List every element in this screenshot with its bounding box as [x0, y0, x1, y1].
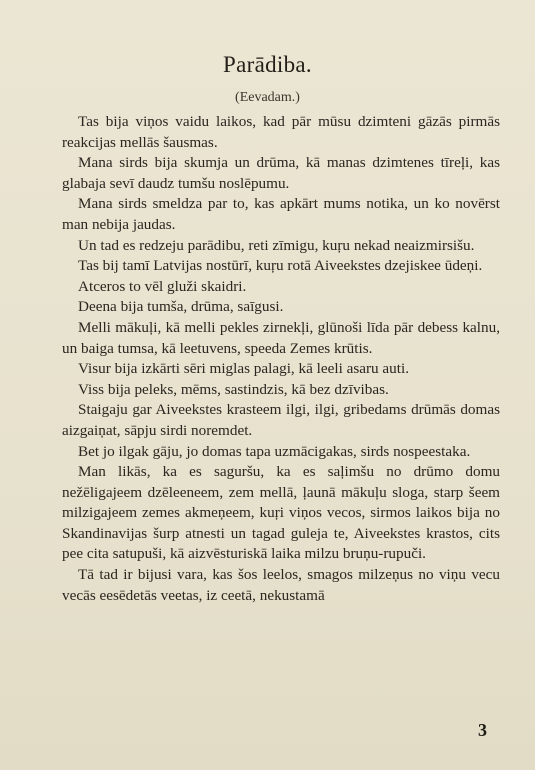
paragraph: Deena bija tumša, drūma, saīgusi.: [78, 298, 284, 316]
paragraph: Man likās, ka es saguršu, ka es saļimšu no drūmo domu nežēligajeem dzēleeneem, zem mellā, ļaunā mākuļu sloga, starp šeem milzigajeem zemes akmeņeem, kuŗi viņos vecos, sirmos laikos bija no Skandinavijas šurp atnesti un tagad guleja te, Aiveekstes krastos, cits pee cita satupuši, kā aizvēsturiskā laika milzu bruņu-rupuči.: [62, 463, 500, 563]
paragraph: Melli mākuļi, kā melli pekles zirnekļi, glūnoši līda pār debess kalnu, un baiga tumsa, kā leetuvens, speeda Zemes krūtis.: [62, 318, 500, 357]
paragraph: Tas bij tamī Latvijas nostūrī, kuŗu rotā Aiveekstes dzejiskee ūdeņi.: [78, 257, 483, 275]
paragraph: Visur bija izkārti sēri miglas palagi, kā leeli asaru auti.: [78, 360, 409, 378]
paragraph: Staigaju gar Aiveekstes krasteem ilgi, ilgi, gribedams drūmās domas aizgaiņat, sāpju sirdi noremdet.: [62, 401, 500, 439]
chapter-title: Parādiba.: [223, 52, 312, 77]
chapter-subtitle: (Eevadam.): [235, 90, 300, 105]
paragraph: Un tad es redzeju parādibu, reti zīmigu, kuŗu nekad neaizmirsišu.: [78, 236, 475, 254]
body-text: [62, 112, 500, 606]
paragraph: Tā tad ir bijusi vara, kas šos leelos, smagos milzeņus no viņu vecu vecās eesēdetās veetas, iz ceetā, nekustamā: [62, 566, 500, 604]
paragraph: Viss bija peleks, mēms, sastindzis, kā bez dzīvibas.: [78, 380, 389, 398]
paragraph: Tas bija viņos vaidu laikos, kad pār mūsu dzimteni gāzās pirmās reakcijas mellās šausmas.: [62, 113, 500, 151]
page-number: 3: [478, 720, 487, 740]
paragraph: Mana sirds bija skumja un drūma, kā manas dzimtenes tīreļi, kas glabaja sevī daudz tumšu noslēpumu.: [62, 154, 500, 192]
paragraph: Bet jo ilgak gāju, jo domas tapa uzmācigakas, sirds nospeestaka.: [78, 442, 471, 460]
paragraph: Atceros to vēl gluži skaidri.: [78, 277, 247, 295]
paragraph: Mana sirds smeldza par to, kas apkārt mums notika, un ko novērst man nebija jaudas.: [62, 195, 500, 233]
